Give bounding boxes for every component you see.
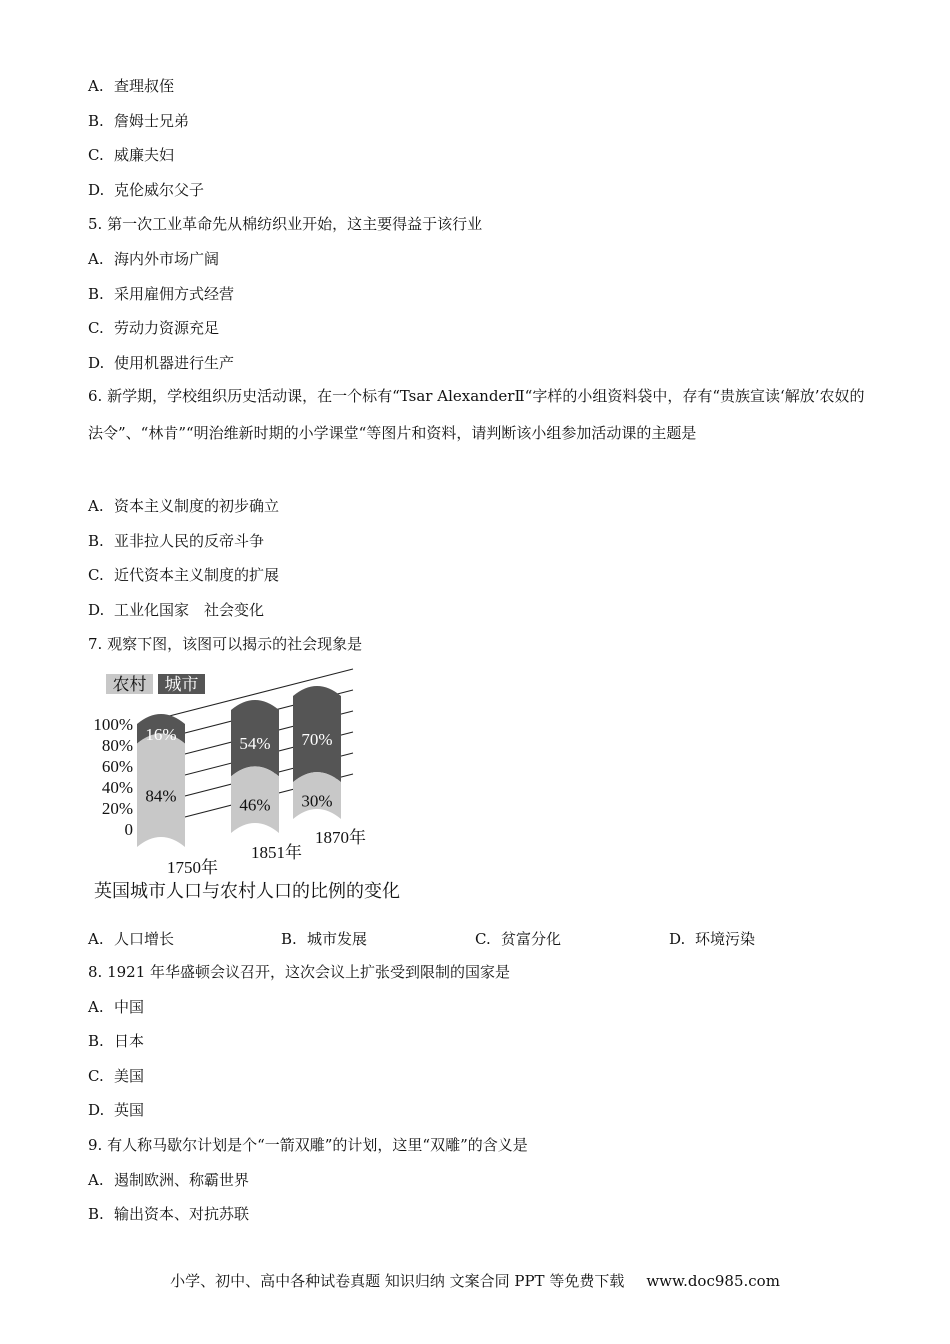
q6-stem: 6. 新学期，学校组织历史活动课，在一个标有“Tsar AlexanderⅡ“字样的小组资料袋中，存有“贵族宣读‘解放’农奴的法令”、“林肯”“明治维新时期的小学课堂“等图片和资料，请判断该小组参加活动课的主题是 [88, 387, 865, 442]
q7-stem: 7. 观察下图，该图可以揭示的社会现象是 [88, 635, 363, 653]
y-tick-label: 20% [101, 799, 133, 818]
q6-option-b: B. 亚非拉人民的反帝斗争 [88, 532, 265, 550]
data-label-rural: 30% [301, 791, 333, 811]
q5-option-b: B. 采用雇佣方式经营 [88, 285, 235, 303]
category-label: 1851年 [251, 843, 302, 862]
q5-stem: 5. 第一次工业革命先从棉纺织业开始，这主要得益于该行业 [88, 215, 483, 233]
population-chart [88, 664, 418, 910]
data-label-urban: 70% [301, 730, 333, 750]
q7-option-c: C. 贫富分化 [475, 930, 562, 948]
q7-options [88, 928, 868, 948]
data-label-urban: 16% [145, 724, 177, 744]
category-label: 1750年 [167, 858, 218, 877]
data-label-urban: 54% [239, 734, 271, 754]
q7-option-b: B. 城市发展 [281, 930, 368, 948]
q9-stem: 9. 有人称马歇尔计划是个“一箭双雕”的计划，这里“双雕”的含义是 [88, 1136, 528, 1154]
q6-option-d: D. 工业化国家 社会变化 [88, 601, 265, 619]
q8-stem: 8. 1921 年华盛顿会议召开，这次会议上扩张受到限制的国家是 [88, 963, 511, 981]
q4-option-a: A. 查理叔侄 [88, 77, 175, 95]
page-footer [0, 1270, 950, 1291]
q8-option-c: C. 美国 [88, 1067, 145, 1085]
q6-option-a: A. 资本主义制度的初步确立 [88, 497, 280, 515]
q5-option-c: C. 劳动力资源充足 [88, 319, 220, 337]
chart-title: 英国城市人口与农村人口的比例的变化 [94, 881, 400, 901]
y-tick-label: 100% [93, 715, 133, 734]
q6-option-c: C. 近代资本主义制度的扩展 [88, 566, 280, 584]
y-tick-label: 40% [101, 778, 133, 797]
q8-option-d: D. 英国 [88, 1101, 145, 1119]
y-tick-label: 60% [101, 757, 133, 776]
q5-option-a: A. 海内外市场广阔 [88, 250, 220, 268]
q4-option-b: B. 詹姆士兄弟 [88, 112, 190, 130]
q4-option-d: D. 克伦威尔父子 [88, 181, 205, 199]
q5-option-d: D. 使用机器进行生产 [88, 354, 235, 372]
q8-option-a: A. 中国 [88, 998, 145, 1016]
q7-option-d: D. 环境污染 [669, 930, 756, 948]
y-tick-label: 0 [124, 820, 133, 839]
category-label: 1870年 [315, 828, 366, 847]
q9-option-b: B. 输出资本、对抗苏联 [88, 1205, 250, 1223]
footer-text: 小学、初中、高中各种试卷真题 知识归纳 文案合同 PPT 等免费下载 [170, 1272, 625, 1290]
q9-option-a: A. 遏制欧洲、称霸世界 [88, 1171, 250, 1189]
y-tick-label: 80% [101, 736, 133, 755]
data-label-rural: 46% [239, 795, 271, 815]
footer-url[interactable]: www.doc985.com [646, 1272, 780, 1290]
q4-option-c: C. 威廉夫妇 [88, 146, 175, 164]
q8-option-b: B. 日本 [88, 1032, 145, 1050]
population-chart-svg [88, 664, 418, 910]
q7-option-a: A. 人口增长 [88, 930, 175, 948]
legend-label-urban: 城市 [164, 675, 199, 694]
legend-label-rural: 农村 [112, 675, 147, 694]
data-label-rural: 84% [145, 786, 177, 806]
